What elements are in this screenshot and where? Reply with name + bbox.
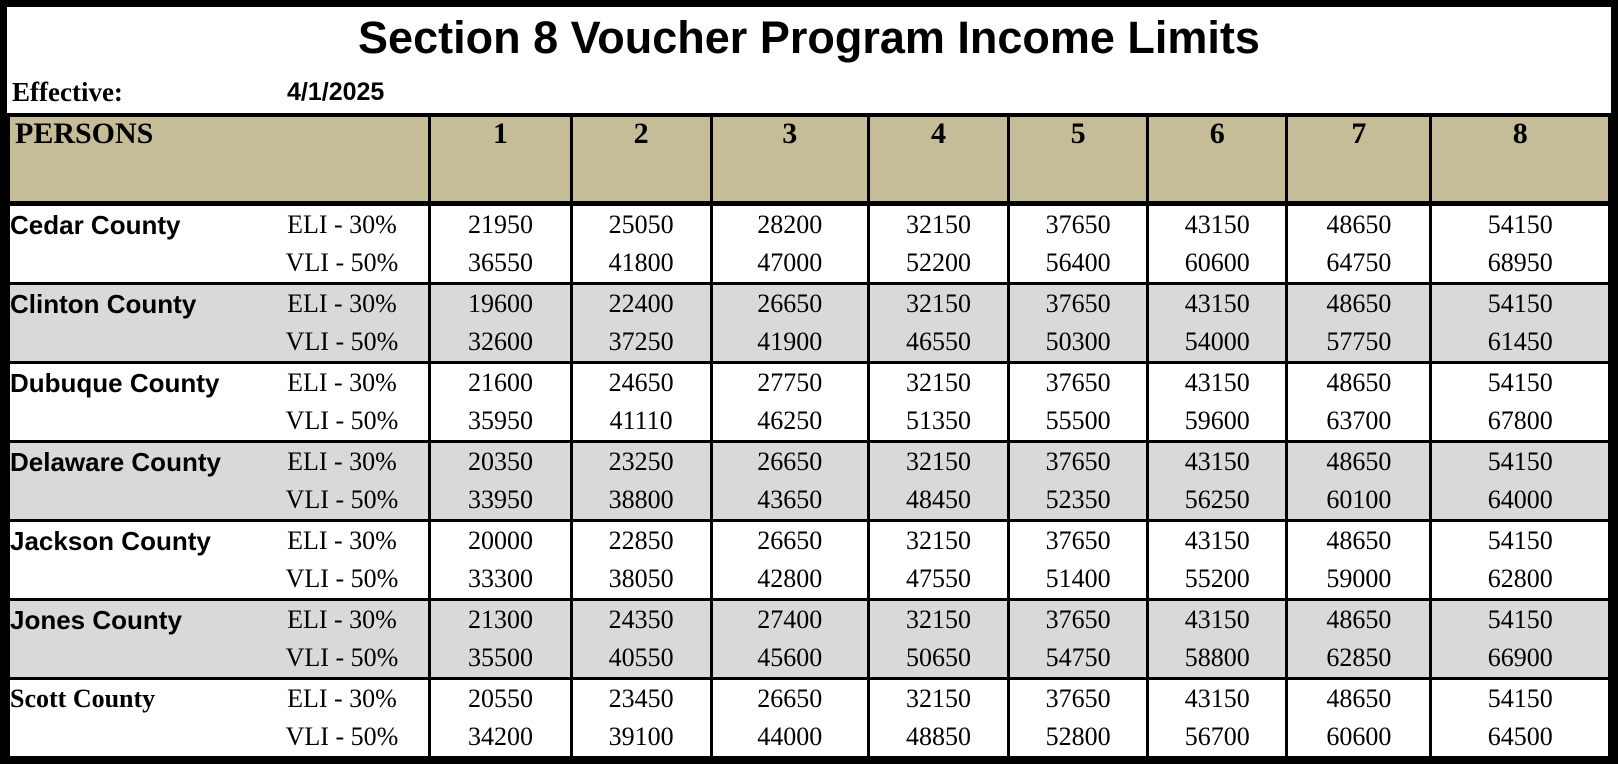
effective-date-value: 4/1/2025 <box>287 77 385 106</box>
person-count-header: 1 <box>430 115 571 204</box>
income-limit-cell: 59000 <box>1287 560 1431 600</box>
person-count-header: 4 <box>868 115 1008 204</box>
income-limit-cell: 24350 <box>571 600 711 640</box>
income-limit-cell: 42800 <box>711 560 868 600</box>
income-limit-cell: 37650 <box>1009 442 1148 482</box>
income-limit-cell: 43150 <box>1148 600 1287 640</box>
income-limit-cell: 48650 <box>1287 521 1431 561</box>
county-name: Clinton County <box>10 289 197 319</box>
table-row <box>9 600 1610 640</box>
income-limit-cell: 56250 <box>1148 481 1287 521</box>
income-limit-cell: 24650 <box>571 363 711 403</box>
income-limit-cell: 64000 <box>1431 481 1610 521</box>
income-limit-cell: 20550 <box>430 679 571 719</box>
income-limit-cell: 32150 <box>868 204 1008 245</box>
income-limit-cell: 21950 <box>430 204 571 245</box>
county-name-spacer <box>9 481 256 521</box>
income-limit-cell: 32150 <box>868 679 1008 719</box>
income-limit-cell: 62800 <box>1431 560 1610 600</box>
income-limit-cell: 47000 <box>711 244 868 284</box>
income-limit-cell: 59600 <box>1148 402 1287 442</box>
income-limit-cell: 37250 <box>571 323 711 363</box>
income-limit-cell: 22400 <box>571 284 711 324</box>
income-limit-cell: 21300 <box>430 600 571 640</box>
income-limit-cell: 60100 <box>1287 481 1431 521</box>
county-block-jackson <box>9 521 1610 600</box>
income-limit-cell: 27400 <box>711 600 868 640</box>
income-limit-cell: 58800 <box>1148 639 1287 679</box>
income-limit-cell: 37650 <box>1009 363 1148 403</box>
income-limit-cell: 35500 <box>430 639 571 679</box>
county-name: Jones County <box>10 605 182 635</box>
income-limit-cell: 60600 <box>1287 718 1431 758</box>
income-limit-cell: 26650 <box>711 521 868 561</box>
table-row <box>9 560 1610 600</box>
income-limit-cell: 34200 <box>430 718 571 758</box>
person-count-header: 7 <box>1287 115 1431 204</box>
person-count-header: 3 <box>711 115 868 204</box>
county-name: Dubuque County <box>10 368 220 398</box>
county-block-cedar <box>9 204 1610 284</box>
income-limit-cell: 44000 <box>711 718 868 758</box>
income-limit-cell: 61450 <box>1431 323 1610 363</box>
income-category-label: VLI - 50% <box>285 564 399 593</box>
income-limit-cell: 43150 <box>1148 363 1287 403</box>
income-limit-cell: 52350 <box>1009 481 1148 521</box>
county-block-scott <box>9 679 1610 758</box>
table-row <box>9 284 1610 324</box>
income-limit-cell: 54150 <box>1431 204 1610 245</box>
county-name: Scott County <box>10 684 156 713</box>
income-limit-cell: 26650 <box>711 442 868 482</box>
income-limit-cell: 68950 <box>1431 244 1610 284</box>
income-limit-cell: 52800 <box>1009 718 1148 758</box>
income-limit-cell: 57750 <box>1287 323 1431 363</box>
income-limit-cell: 52200 <box>868 244 1008 284</box>
income-limit-cell: 54150 <box>1431 679 1610 719</box>
person-count-header: 8 <box>1431 115 1610 204</box>
income-category-label: ELI - 30% <box>287 605 397 634</box>
income-limit-cell: 36550 <box>430 244 571 284</box>
income-limit-cell: 54150 <box>1431 363 1610 403</box>
income-limit-cell: 48650 <box>1287 679 1431 719</box>
page-title: Section 8 Voucher Program Income Limits <box>358 12 1260 63</box>
income-limit-cell: 32150 <box>868 521 1008 561</box>
income-limit-cell: 54150 <box>1431 521 1610 561</box>
county-name-spacer <box>9 718 256 758</box>
income-limit-cell: 54750 <box>1009 639 1148 679</box>
income-limit-cell: 55500 <box>1009 402 1148 442</box>
income-limit-cell: 32600 <box>430 323 571 363</box>
income-limit-cell: 45600 <box>711 639 868 679</box>
county-name: Cedar County <box>10 210 181 240</box>
county-block-delaware <box>9 442 1610 521</box>
table-row <box>9 481 1610 521</box>
income-limit-cell: 46550 <box>868 323 1008 363</box>
income-limit-cell: 48650 <box>1287 442 1431 482</box>
income-limit-cell: 21600 <box>430 363 571 403</box>
income-limit-cell: 37650 <box>1009 204 1148 245</box>
income-limit-cell: 60600 <box>1148 244 1287 284</box>
county-block-jones <box>9 600 1610 679</box>
income-limit-cell: 50650 <box>868 639 1008 679</box>
income-limit-cell: 41900 <box>711 323 868 363</box>
table-header <box>9 115 1610 204</box>
table-row <box>9 323 1610 363</box>
county-block-clinton <box>9 284 1610 363</box>
income-limit-cell: 48650 <box>1287 204 1431 245</box>
income-limit-cell: 26650 <box>711 284 868 324</box>
income-limit-cell: 67800 <box>1431 402 1610 442</box>
income-category-label: ELI - 30% <box>287 289 397 318</box>
income-limit-cell: 48650 <box>1287 363 1431 403</box>
income-category-label: VLI - 50% <box>285 722 399 751</box>
income-limit-cell: 48450 <box>868 481 1008 521</box>
person-count-header: 2 <box>571 115 711 204</box>
income-limit-cell: 41800 <box>571 244 711 284</box>
table-row <box>9 363 1610 403</box>
income-category-label: ELI - 30% <box>287 368 397 397</box>
income-limit-cell: 47550 <box>868 560 1008 600</box>
effective-label: Effective: <box>12 76 123 107</box>
income-limit-cell: 37650 <box>1009 679 1148 719</box>
income-limit-cell: 54000 <box>1148 323 1287 363</box>
income-limit-cell: 55200 <box>1148 560 1287 600</box>
income-limit-cell: 43650 <box>711 481 868 521</box>
table-row <box>9 639 1610 679</box>
income-limit-cell: 41110 <box>571 402 711 442</box>
table-row <box>9 244 1610 284</box>
income-limit-cell: 33300 <box>430 560 571 600</box>
income-limit-cell: 28200 <box>711 204 868 245</box>
income-limit-cell: 63700 <box>1287 402 1431 442</box>
person-count-header: 5 <box>1009 115 1148 204</box>
income-limit-cell: 33950 <box>430 481 571 521</box>
table-row <box>9 402 1610 442</box>
income-limit-cell: 23450 <box>571 679 711 719</box>
income-limit-cell: 54150 <box>1431 600 1610 640</box>
table-row <box>9 204 1610 245</box>
income-limit-cell: 32150 <box>868 363 1008 403</box>
income-limit-cell: 43150 <box>1148 204 1287 245</box>
income-limit-cell: 51400 <box>1009 560 1148 600</box>
income-limit-cell: 56400 <box>1009 244 1148 284</box>
income-limit-cell: 26650 <box>711 679 868 719</box>
income-limit-cell: 40550 <box>571 639 711 679</box>
income-limit-cell: 38050 <box>571 560 711 600</box>
county-name: Jackson County <box>10 526 211 556</box>
income-limit-cell: 48650 <box>1287 284 1431 324</box>
county-name: Delaware County <box>10 447 221 477</box>
income-limit-cell: 20350 <box>430 442 571 482</box>
income-category-label: ELI - 30% <box>287 210 397 239</box>
income-category-label: VLI - 50% <box>285 485 399 514</box>
county-name-spacer <box>9 323 256 363</box>
income-category-label: VLI - 50% <box>285 248 399 277</box>
income-category-label: VLI - 50% <box>285 406 399 435</box>
income-limit-cell: 43150 <box>1148 284 1287 324</box>
income-limit-cell: 32150 <box>868 442 1008 482</box>
income-limit-cell: 51350 <box>868 402 1008 442</box>
income-category-label: ELI - 30% <box>287 447 397 476</box>
income-limit-cell: 64500 <box>1431 718 1610 758</box>
table-row <box>9 521 1610 561</box>
income-limits-table <box>7 113 1611 759</box>
income-limit-cell: 56700 <box>1148 718 1287 758</box>
income-limit-cell: 32150 <box>868 284 1008 324</box>
income-limit-cell: 35950 <box>430 402 571 442</box>
income-limit-cell: 32150 <box>868 600 1008 640</box>
table-row <box>9 442 1610 482</box>
effective-date-row <box>7 71 1611 113</box>
income-limit-cell: 39100 <box>571 718 711 758</box>
income-category-label: ELI - 30% <box>287 684 397 713</box>
county-block-dubuque <box>9 363 1610 442</box>
county-name-spacer <box>9 244 256 284</box>
income-limit-cell: 46250 <box>711 402 868 442</box>
income-limit-cell: 54150 <box>1431 442 1610 482</box>
income-limit-cell: 37650 <box>1009 521 1148 561</box>
county-name-spacer <box>9 560 256 600</box>
income-limit-cell: 23250 <box>571 442 711 482</box>
table-row <box>9 679 1610 719</box>
income-limit-cell: 48650 <box>1287 600 1431 640</box>
income-limit-cell: 20000 <box>430 521 571 561</box>
income-limit-cell: 43150 <box>1148 521 1287 561</box>
table-row <box>9 718 1610 758</box>
income-limit-cell: 19600 <box>430 284 571 324</box>
person-count-header: 6 <box>1148 115 1287 204</box>
income-limit-cell: 25050 <box>571 204 711 245</box>
income-category-label: VLI - 50% <box>285 327 399 356</box>
income-limit-cell: 37650 <box>1009 600 1148 640</box>
income-limit-cell: 22850 <box>571 521 711 561</box>
income-limit-cell: 50300 <box>1009 323 1148 363</box>
income-limit-cell: 37650 <box>1009 284 1148 324</box>
income-limit-cell: 38800 <box>571 481 711 521</box>
county-name-spacer <box>9 402 256 442</box>
income-limit-cell: 54150 <box>1431 284 1610 324</box>
income-category-label: VLI - 50% <box>285 643 399 672</box>
income-limit-cell: 48850 <box>868 718 1008 758</box>
income-limit-cell: 43150 <box>1148 442 1287 482</box>
persons-header-cell: PERSONS <box>9 115 430 204</box>
county-name-spacer <box>9 639 256 679</box>
income-limit-cell: 62850 <box>1287 639 1431 679</box>
income-limit-cell: 27750 <box>711 363 868 403</box>
income-limit-cell: 66900 <box>1431 639 1610 679</box>
income-category-label: ELI - 30% <box>287 526 397 555</box>
income-limit-cell: 43150 <box>1148 679 1287 719</box>
income-limit-cell: 64750 <box>1287 244 1431 284</box>
header-row <box>9 115 1610 204</box>
